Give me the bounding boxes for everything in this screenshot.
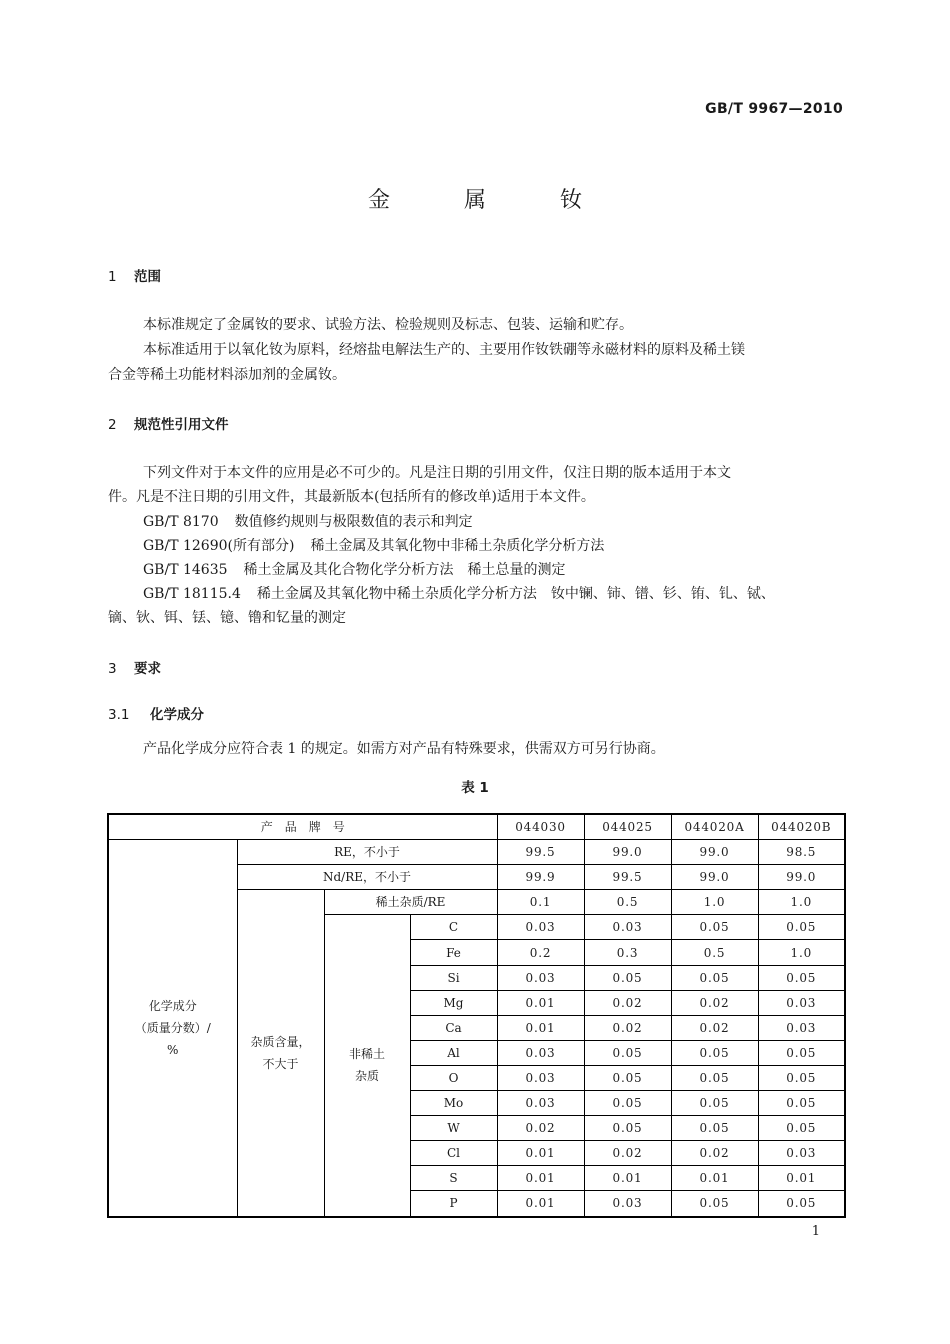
element-cell: Fe [410,940,497,965]
normative-ref-1 [143,511,473,531]
value-cell: 1.0 [671,890,758,915]
value-cell: 0.2 [497,940,584,965]
normative-ref-4-line-2: 镝、钬、铒、铥、镱、镥和钇量的测定 [108,610,346,626]
value-cell: 99.5 [584,865,671,890]
value-cell: 0.03 [584,1191,671,1217]
ref-title: 稀土金属及其氧化物中非稀土杂质化学分析方法 [310,538,605,554]
section-number: 1 [108,269,117,285]
normative-ref-3 [143,559,566,579]
scope-paragraph-2-line-1: 本标准适用于以氧化钕为原料，经熔盐电解法生产的、主要用作钕铁硼等永磁材料的原料及稀土镁 [143,342,745,358]
value-cell: 0.5 [584,890,671,915]
value-cell: 0.01 [671,1166,758,1191]
section-heading-scope [108,265,161,285]
value-cell: 0.03 [497,1091,584,1116]
chemical-composition-text: 产品化学成分应符合表 1 的规定。如需方对产品有特殊要求，供需双方可另行协商。 [143,741,665,757]
section-number: 3.1 [108,707,130,723]
grade-cell: 044030 [497,814,584,840]
value-cell: 0.01 [497,1141,584,1166]
value-cell: 0.05 [584,1065,671,1090]
section-heading-normative [108,413,229,433]
normative-ref-4 [143,583,775,603]
section-title: 化学成分 [150,707,204,723]
value-cell: 0.05 [671,1040,758,1065]
element-cell: Mo [410,1091,497,1116]
ref-title: 稀土金属及其氧化物中稀土杂质化学分析方法 钕中镧、铈、镨、钐、铕、钆、铽、 [256,586,775,602]
element-cell: O [410,1065,497,1090]
value-cell: 0.05 [584,1091,671,1116]
value-cell: 99.0 [584,840,671,865]
value-cell: 0.05 [758,1091,845,1116]
subsection-heading-chemical-composition [108,703,204,723]
grade-cell: 044020A [671,814,758,840]
element-cell: C [410,915,497,940]
grade-cell: 044025 [584,814,671,840]
element-cell: S [410,1166,497,1191]
value-cell: 0.01 [584,1166,671,1191]
page-number: 1 [811,1224,820,1239]
element-cell: Si [410,965,497,990]
value-cell: 1.0 [758,940,845,965]
section-number: 2 [108,417,117,433]
value-cell: 0.02 [671,1141,758,1166]
non-re-group-cell: 非稀土 杂质 [324,915,410,1217]
value-cell: 99.0 [758,865,845,890]
value-cell: 0.05 [758,1065,845,1090]
title-char: 金 [367,188,390,213]
title-char: 钕 [560,188,583,213]
value-cell: 0.05 [671,1191,758,1217]
ref-code: GB/T 12690(所有部分) [143,538,295,554]
value-cell: 1.0 [758,890,845,915]
value-cell: 0.01 [758,1166,845,1191]
section-heading-requirements [108,657,161,677]
grade-header-cell: 产 品 牌 号 [108,814,497,840]
element-cell: Mg [410,990,497,1015]
ref-code: GB/T 18115.4 [143,586,241,602]
value-cell: 0.02 [584,990,671,1015]
value-cell: 0.01 [497,1015,584,1040]
value-cell: 0.05 [671,915,758,940]
ref-title: 稀土金属及其化合物化学分析方法 稀土总量的测定 [243,562,566,578]
value-cell: 0.01 [497,1191,584,1217]
table-header-row [108,814,845,840]
section-number: 3 [108,661,117,677]
value-cell: 0.5 [671,940,758,965]
value-cell: 0.05 [584,1040,671,1065]
value-cell: 99.0 [671,840,758,865]
composition-table [107,813,846,1218]
section-title: 范围 [134,269,161,285]
value-cell: 99.5 [497,840,584,865]
element-cell: P [410,1191,497,1217]
value-cell: 0.03 [584,915,671,940]
value-cell: 98.5 [758,840,845,865]
ref-code: GB/T 14635 [143,562,228,578]
value-cell: 0.03 [497,1040,584,1065]
value-cell: 0.01 [497,1166,584,1191]
value-cell: 0.05 [758,1116,845,1141]
value-cell: 0.02 [671,990,758,1015]
normative-intro-line-2: 件。凡是不注日期的引用文件，其最新版本(包括所有的修改单)适用于本文件。 [108,489,595,505]
element-cell: Ca [410,1015,497,1040]
value-cell: 99.9 [497,865,584,890]
value-cell: 0.05 [758,1040,845,1065]
impurity-group-cell: 杂质含量， 不大于 [237,890,324,1217]
value-cell: 0.03 [497,915,584,940]
value-cell: 99.0 [671,865,758,890]
table-row [108,840,845,865]
standard-number: GB/T 9967—2010 [705,101,843,117]
section-title: 规范性引用文件 [134,417,229,433]
value-cell: 0.05 [584,965,671,990]
title-char: 属 [463,188,486,213]
normative-intro-line-1: 下列文件对于本文件的应用是必不可少的。凡是注日期的引用文件，仅注日期的版本适用于本文 [143,465,731,481]
value-cell: 0.01 [497,990,584,1015]
value-cell: 0.3 [584,940,671,965]
value-cell: 0.03 [758,990,845,1015]
row-label-cell: RE，不小于 [237,840,497,865]
value-cell: 0.05 [671,965,758,990]
row-label-cell: Nd/RE，不小于 [237,865,497,890]
value-cell: 0.02 [584,1015,671,1040]
value-cell: 0.05 [758,965,845,990]
value-cell: 0.03 [758,1141,845,1166]
scope-paragraph-2-line-2: 合金等稀土功能材料添加剂的金属钕。 [108,367,346,383]
value-cell: 0.1 [497,890,584,915]
document-title [0,183,950,214]
scope-paragraph-1: 本标准规定了金属钕的要求、试验方法、检验规则及标志、包装、运输和贮存。 [143,317,633,333]
element-cell: W [410,1116,497,1141]
value-cell: 0.05 [758,1191,845,1217]
composition-group-cell: 化学成分 （质量分数）/ % [108,840,237,1217]
grade-cell: 044020B [758,814,845,840]
section-title: 要求 [134,661,161,677]
element-cell: Cl [410,1141,497,1166]
value-cell: 0.05 [671,1065,758,1090]
value-cell: 0.05 [584,1116,671,1141]
row-label-cell: 稀土杂质/RE [324,890,497,915]
value-cell: 0.02 [584,1141,671,1166]
value-cell: 0.03 [497,965,584,990]
value-cell: 0.03 [497,1065,584,1090]
element-cell: Al [410,1040,497,1065]
value-cell: 0.02 [497,1116,584,1141]
value-cell: 0.03 [758,1015,845,1040]
value-cell: 0.02 [671,1015,758,1040]
value-cell: 0.05 [671,1091,758,1116]
normative-ref-2 [143,535,604,555]
value-cell: 0.05 [758,915,845,940]
ref-title: 数值修约规则与极限数值的表示和判定 [234,514,473,530]
ref-code: GB/T 8170 [143,514,219,530]
table-caption: 表 1 [461,780,489,796]
value-cell: 0.05 [671,1116,758,1141]
